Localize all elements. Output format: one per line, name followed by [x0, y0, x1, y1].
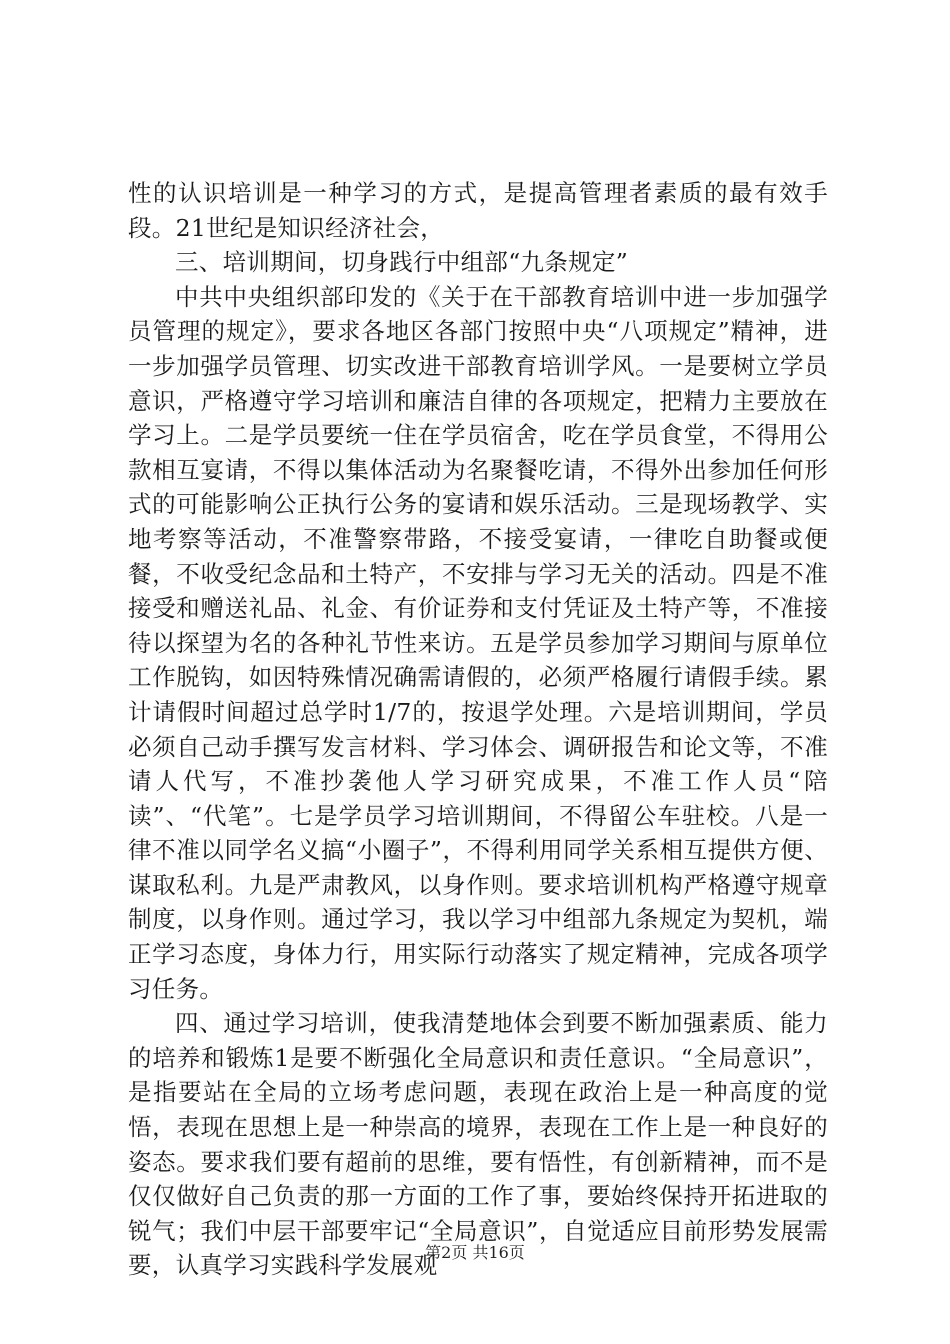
paragraph: 四、通过学习培训，使我清楚地体会到要不断加强素质、能力的培养和锻炼1是要不断强化全局意识和责任意识。“全局意识”，是指要站在全局的立场考虑问题，表现在政治上是一种高度的觉悟，表现在思想上是一种崇高的境界，表现在工作上是一种良好的姿态。要求我们要有超前的思维，要有悟性，有创新精神，而不是仅仅做好自己负责的那一方面的工作了事，要始终保持开拓进取的锐气；我们中层干部要牢记“全局意识”，自觉适应目前形势发展需要，认真学习实践科学发展观	[128, 1009, 828, 1280]
document-body	[128, 176, 828, 1283]
section-heading: 三、培训期间，切身践行中组部“九条规定”	[175, 248, 629, 277]
paragraph: 中共中央组织部印发的《关于在干部教育培训中进一步加强学员管理的规定》，要求各地区各部门按照中央“八项规定”精神，进一步加强学员管理、切实改进干部教育培训学风。一是要树立学员意识，严格遵守学习培训和廉洁自律的各项规定，把精力主要放在学习上。二是学员要统一住在学员宿舍，吃在学员食堂，不得用公款相互宴请，不得以集体活动为名聚餐吃请，不得外出参加任何形式的可能影响公正执行公务的宴请和娱乐活动。三是现场教学、实地考察等活动，不准警察带路，不接受宴请，一律吃自助餐或便餐，不收受纪念品和土特产，不安排与学习无关的活动。四是不准接受和赠送礼品、礼金、有价证券和支付凭证及土特产等，不准接待以探望为名的各种礼节性来访。五是学员参加学习期间与原单位工作脱钩，如因特殊情况确需请假的，必须严格履行请假手续。累计请假时间超过总学时1/7的，按退学处理。六是培训期间，学员必须自己动手撰写发言材料、学习体会、调研报告和论文等，不准请人代写，不准抄袭他人学习研究成果，不准工作人员“陪读”、“代笔”。七是学员学习培训期间，不得留公车驻校。八是一律不准以同学名义搞“小圈子”，不得利用同学关系相互提供方便、谋取私利。九是严肃教风，以身作则。要求培训机构严格遵守规章制度，以身作则。通过学习，我以学习中组部九条规定为契机，端正学习态度，身体力行，用实际行动落实了规定精神，完成各项学习任务。	[128, 282, 828, 1003]
paragraph: 性的认识培训是一种学习的方式，是提高管理者素质的最有效手段。21世纪是知识经济社会，	[128, 179, 828, 242]
page-number-footer: 第2页 共16页	[425, 1243, 525, 1262]
